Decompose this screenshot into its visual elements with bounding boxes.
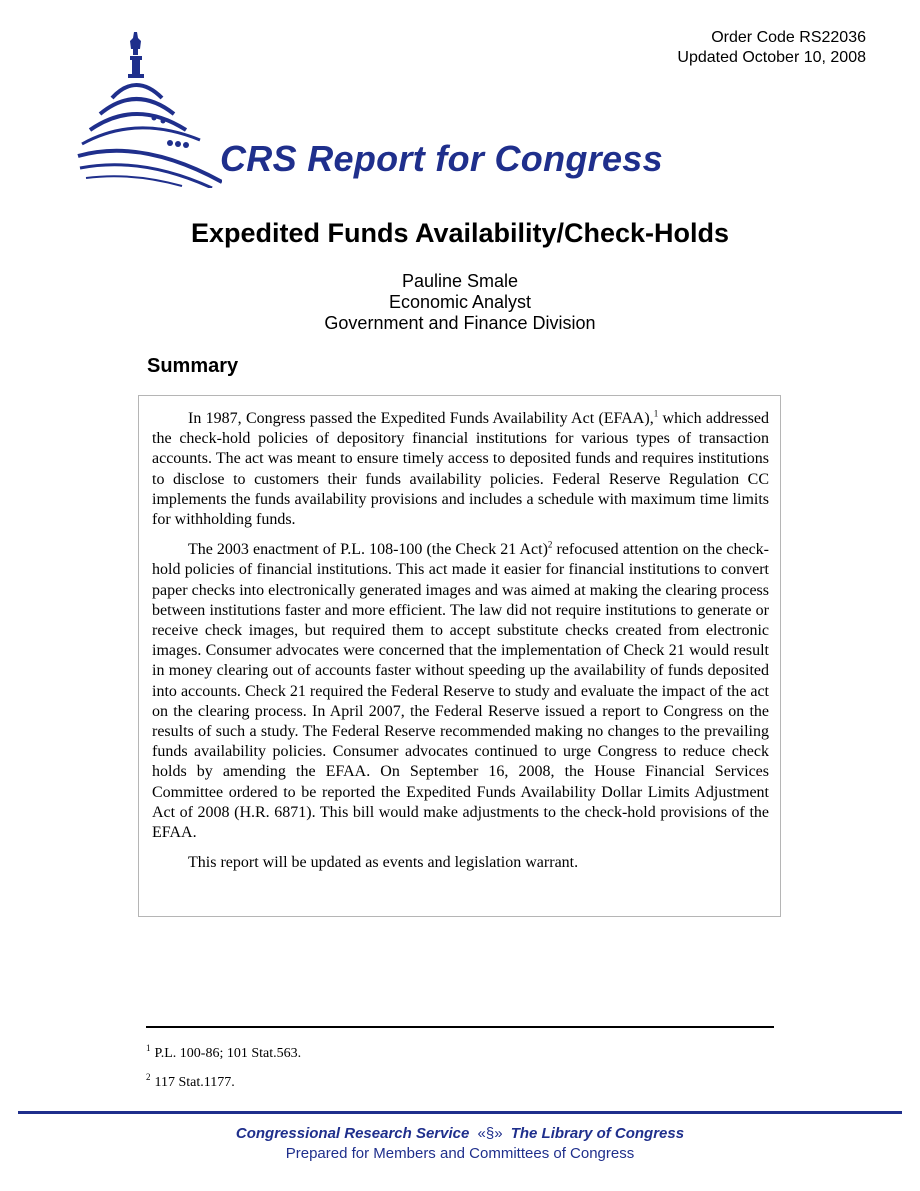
- author-block: [0, 271, 920, 334]
- document-title: Expedited Funds Availability/Check-Holds: [190, 218, 730, 248]
- summary-box: [138, 395, 781, 917]
- footnote-number: 2: [146, 1072, 151, 1083]
- summary-paragraph-text: which addressed the check-hold policies of depository financial institutions for various types of transaction accounts. The act was meant to ensure timely access to deposited funds and requires institutions to disclose to customers their funds availability policies. Federal Reserve Regulation CC implements the funds availability provisions and includes a schedule with maximum time limits for withholding funds.: [152, 410, 770, 529]
- updated-date: Updated October 10, 2008: [677, 49, 866, 66]
- summary-paragraph-text: The 2003 enactment of P.L. 108-100 (the Check 21 Act): [188, 541, 548, 559]
- capitol-dome-icon: [72, 28, 222, 188]
- footnote-text: P.L. 100-86; 101 Stat.563.: [154, 1046, 302, 1061]
- summary-text: [152, 409, 769, 883]
- scroll-ornament-icon: «§»: [477, 1125, 503, 1142]
- footnote-number: 1: [146, 1043, 151, 1054]
- order-code-block: [677, 28, 866, 68]
- summary-paragraph-text: refocused attention on the check-hold policies of financial institutions. This act made it easier for financial institutions to convert paper checks into electronically generated images and was aimed at making the clearing process between institutions faster and more efficient. The law did not require institutions to generate or receive check images, but required them to accept substitute checks created from electronic images. Consumer advocates were concerned that the implementation of Check 21 would result in money clearing out of accounts faster without speeding up the availability of funds deposited into accounts. Check 21 required the Federal Reserve to study and evaluate the impact of the act on the clearing process. In April 2007, the Federal Reserve issued a report to Congress on the results of such a study. The Federal Reserve recommended making no changes to the prevailing funds availability policies. Consumer advocates continued to urge Congress to reduce check holds by amending the EFAA. On September 16, 2008, the House Financial Services Committee ordered to be reported the Expedited Funds Availability Dollar Limits Adjustment Act of 2008 (H.R. 6871). This bill would make adjustments to the check-hold provisions of the EFAA.: [152, 541, 769, 842]
- footnote-divider: [146, 1026, 774, 1028]
- author-name: Pauline Smale: [401, 271, 519, 291]
- footer-divider: [18, 1111, 902, 1114]
- summary-paragraph: [152, 409, 769, 530]
- author-role: Economic Analyst: [388, 292, 532, 312]
- footer-tagline: Prepared for Members and Committees of Congress: [285, 1145, 635, 1162]
- footer-publisher: [0, 1125, 920, 1142]
- footnote-ref[interactable]: 1: [653, 408, 659, 419]
- footnote: [146, 1043, 302, 1062]
- summary-heading: Summary: [147, 355, 239, 377]
- footer-crs: Congressional Research Service: [235, 1125, 470, 1142]
- author-division: Government and Finance Division: [324, 313, 596, 333]
- masthead-title: CRS Report for Congress: [220, 138, 663, 179]
- footnote-text: 117 Stat.1177.: [154, 1075, 235, 1090]
- order-code: Order Code RS22036: [711, 29, 866, 46]
- summary-paragraph-text: In 1987, Congress passed the Expedited Funds Availability Act (EFAA),: [188, 410, 654, 427]
- summary-paragraph: This report will be updated as events and legislation warrant.: [188, 854, 579, 872]
- footnotes: [146, 1043, 302, 1104]
- footnote-ref[interactable]: 2: [547, 539, 553, 550]
- summary-paragraph: [152, 540, 769, 843]
- footer-library: The Library of Congress: [510, 1125, 685, 1142]
- footnote: [146, 1072, 301, 1091]
